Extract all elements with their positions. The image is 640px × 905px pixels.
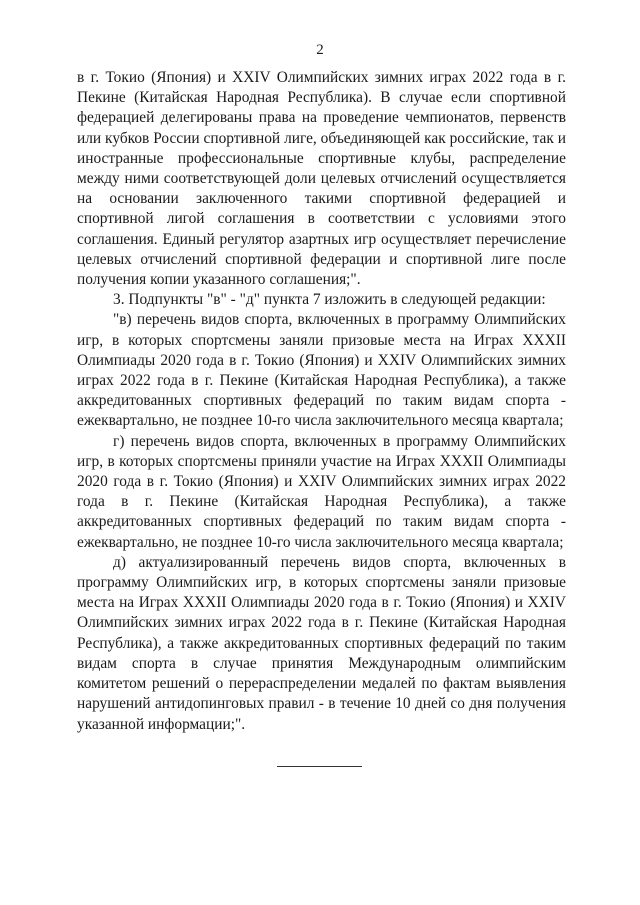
footer-divider [277, 766, 362, 767]
paragraph-continuation: в г. Токио (Япония) и XXIV Олимпийских зимних играх 2022 года в г. Пекине (Китайская Народная Республика). В случае если спортивной федерацией делегированы права на проведение чемпионатов, первенств или кубков России спортивной лиге, объединяющей как российские, так и иностранные профессиональные спортивные клубы, распределение между ними соответствующей доли целевых отчислений осуществляется на основании заключенного такими спортивной федерацией и спортивной лигой соглашения в соответствии с условиями этого соглашения. Единый регулятор азартных игр осуществляет перечисление целевых отчислений спортивной федерации и спортивной лиге после получения копии указанного соглашения;". [77, 69, 566, 289]
paragraph-subitem-g: г) перечень видов спорта, включенных в программу Олимпийских игр, в которых спортсмены приняли участие на Играх XXXII Олимпиады 2020 года в г. Токио (Япония) и XXIV Олимпийских зимних играх 2022 года в г. Пекине (Китайская Народная Республика), а также аккредитованных спортивных федераций по таким видам спорта - ежеквартально, не позднее 10-го числа заключительного месяца квартала; [77, 432, 566, 551]
document-body [77, 68, 566, 735]
paragraph-item-3: 3. Подпункты "в" - "д" пункта 7 изложить в следующей редакции: [113, 291, 546, 309]
paragraph-subitem-d: д) актуализированный перечень видов спорта, включенных в программу Олимпийских игр, в которых спортсмены заняли призовые места на Играх XXXII Олимпиады 2020 года в г. Токио (Япония) и XXIV Олимпийских зимних играх 2022 года в г. Пекине (Китайская Народная Республика), а также аккредитованных спортивных федераций по таким видам спорта в случае принятия Международным олимпийским комитетом решений о перераспределении медалей по фактам выявления нарушений антидопинговых правил - в течение 10 дней со дня получения указанной информации;". [77, 553, 566, 733]
paragraph-subitem-v: "в) перечень видов спорта, включенных в программу Олимпийских игр, в которых спортсмены заняли призовые места на Играх XXXII Олимпиады 2020 года в г. Токио (Япония) и XXIV Олимпийских зимних играх 2022 года в г. Пекине (Китайская Народная Республика), а также аккредитованных спортивных федераций по таким видам спорта - ежеквартально, не позднее 10-го числа заключительного месяца квартала; [77, 311, 566, 430]
page-number: 2 [316, 42, 324, 58]
